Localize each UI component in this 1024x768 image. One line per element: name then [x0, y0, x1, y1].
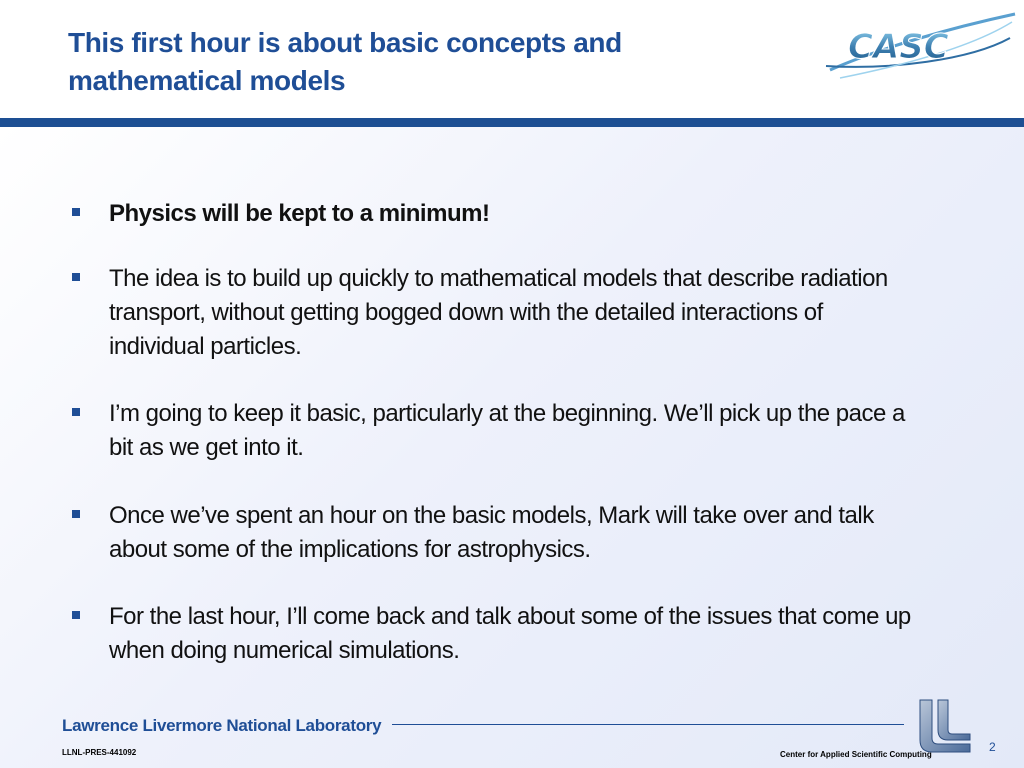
bullet-5-line-1: For the last hour, I’ll come back and talk about some of the issues that come up: [109, 603, 911, 630]
footer-document-code: LLNL-PRES-441092: [62, 748, 137, 757]
header-divider-bar: [0, 118, 1024, 127]
footer-divider: [392, 724, 904, 725]
bullet-square-icon: [72, 611, 80, 619]
llnl-logo-icon: [918, 698, 972, 754]
footer-center-name: Center for Applied Scientific Computing: [780, 750, 932, 759]
bullet-text-3: [109, 397, 969, 465]
casc-logo-text: CASC: [848, 27, 949, 67]
slide-header: [0, 0, 1024, 118]
bullet-square-icon: [72, 208, 80, 216]
bullet-square-icon: [72, 510, 80, 518]
bullet-text-2: [109, 262, 969, 364]
slide-title-line-2: mathematical models: [68, 65, 346, 96]
page-number: 2: [989, 740, 996, 754]
bullet-4-line-1: Once we’ve spent an hour on the basic models, Mark will take over and talk: [109, 502, 874, 529]
bullet-2-line-3: individual particles.: [109, 333, 302, 360]
bullet-4-line-2: about some of the implications for astrophysics.: [109, 536, 591, 563]
bullet-2-line-2: transport, without getting bogged down with the detailed interactions of: [109, 299, 823, 326]
slide-title-line-1: This first hour is about basic concepts and: [68, 27, 622, 58]
bullet-square-icon: [72, 408, 80, 416]
footer-lab-name: Lawrence Livermore National Laboratory: [62, 716, 382, 735]
bullet-2-line-1: The idea is to build up quickly to mathematical models that describe radiation: [109, 265, 888, 292]
casc-logo-icon: [820, 8, 1020, 88]
bullet-1-line-1: Physics will be kept to a minimum!: [109, 200, 490, 227]
slide-title: [68, 24, 768, 100]
bullet-text-4: [109, 499, 969, 567]
bullet-text-5: [109, 600, 969, 668]
bullet-text-1: [109, 197, 969, 231]
bullet-3-line-2: bit as we get into it.: [109, 434, 304, 461]
bullet-5-line-2: when doing numerical simulations.: [109, 637, 460, 664]
bullet-3-line-1: I’m going to keep it basic, particularly at the beginning. We’ll pick up the pace a: [109, 400, 905, 427]
bullet-square-icon: [72, 273, 80, 281]
